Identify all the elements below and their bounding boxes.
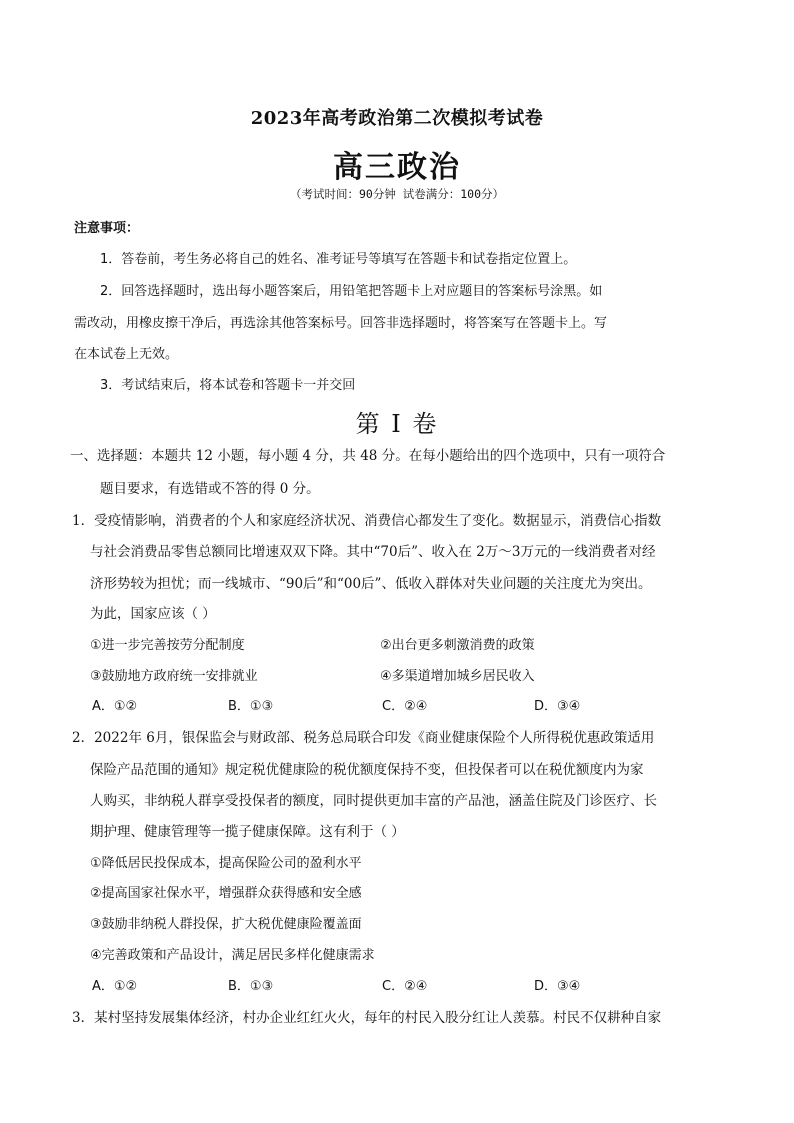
question-3-line-1: 3．某村坚持发展集体经济，村办企业红红火火，每年的村民入股分红让人羡慕。村民不仅耕种自家 xyxy=(72,1010,662,1026)
exam-title: 2023年高考政治第二次模拟考试卷 xyxy=(250,108,544,129)
notice-line-5: 3．考试结束后，将本试卷和答题卡一并交回 xyxy=(100,378,356,393)
question-2-line-4: 期护理、健康管理等一揽子健康保障。这有利于（ ） xyxy=(90,824,405,840)
notice-heading: 注意事项： xyxy=(74,221,140,236)
notice-line-4: 在本试卷上无效。 xyxy=(74,347,179,362)
question-1-item-4: ④多渠道增加城乡居民收入 xyxy=(380,669,535,684)
section-instruction-line-1: 一、选择题：本题共 12 小题，每小题 4 分，共 48 分。在每小题给出的四个选项中，只有一项符合 xyxy=(70,448,666,464)
question-1-line-1: 1．受疫情影响，消费者的个人和家庭经济状况、消费信心都发生了变化。数据显示，消费信心指数 xyxy=(72,513,662,529)
question-1-line-2: 与社会消费品零售总额同比增速双双下降。其中“70后”、收入在 2万～3万元的一线消费者对经 xyxy=(90,544,656,560)
subject-title: 高三政治 xyxy=(333,150,461,185)
question-2-choice-a[interactable]: A．①② xyxy=(92,979,138,994)
question-1-item-3: ③鼓励地方政府统一安排就业 xyxy=(90,669,258,684)
question-1-choice-b[interactable]: B．①③ xyxy=(228,699,274,714)
question-2-item-3: ③鼓励非纳税人群投保，扩大税优健康险覆盖面 xyxy=(90,917,362,932)
exam-info: （考试时间：90分钟 试卷满分：100分） xyxy=(289,187,505,201)
question-2-choice-b[interactable]: B．①③ xyxy=(228,979,274,994)
question-2-choice-d[interactable]: D．③④ xyxy=(534,979,581,994)
notice-line-1: 1．答卷前，考生务必将自己的姓名、准考证号等填写在答题卡和试卷指定位置上。 xyxy=(100,252,577,267)
question-2-item-1: ①降低居民投保成本，提高保险公司的盈利水平 xyxy=(90,856,362,871)
question-2-item-2: ②提高国家社保水平，增强群众获得感和安全感 xyxy=(90,886,362,901)
notice-line-3: 需改动，用橡皮擦干净后，再选涂其他答案标号。回答非选择题时，将答案写在答题卡上。写 xyxy=(74,316,608,331)
question-2-line-1: 2．2022年 6月，银保监会与财政部、税务总局联合印发《商业健康保险个人所得税优惠政策适用 xyxy=(72,730,655,746)
question-1-choice-d[interactable]: D．③④ xyxy=(534,699,581,714)
question-1-line-3: 济形势较为担忧；而一线城市、“90后”和“00后”、低收入群体对失业问题的关注度尤为突出。 xyxy=(90,576,652,592)
question-2-line-2: 保险产品范围的通知》规定税优健康险的税优额度保持不变，但投保者可以在税优额度内为家 xyxy=(90,762,644,778)
notice-line-2: 2．回答选择题时，选出每小题答案后，用铅笔把答题卡上对应题目的答案标号涂黑。如 xyxy=(100,284,603,299)
question-1-item-1: ①进一步完善按劳分配制度 xyxy=(90,638,245,653)
section-instruction-line-2: 题目要求，有选错或不答的得 0 分。 xyxy=(100,481,320,497)
question-2-item-4: ④完善政策和产品设计，满足居民多样化健康需求 xyxy=(90,948,375,963)
question-2-line-3: 人购买，非纳税人群享受投保者的额度，同时提供更加丰富的产品池，涵盖住院及门诊医疗、长 xyxy=(90,793,657,809)
part-title: 第 I 卷 xyxy=(355,410,439,438)
question-1-choice-a[interactable]: A．①② xyxy=(92,699,138,714)
question-2-choice-c[interactable]: C．②④ xyxy=(382,979,428,994)
question-1-choice-c[interactable]: C．②④ xyxy=(382,699,428,714)
question-1-line-4: 为此，国家应该（ ） xyxy=(90,606,216,622)
question-1-item-2: ②出台更多刺激消费的政策 xyxy=(380,638,535,653)
